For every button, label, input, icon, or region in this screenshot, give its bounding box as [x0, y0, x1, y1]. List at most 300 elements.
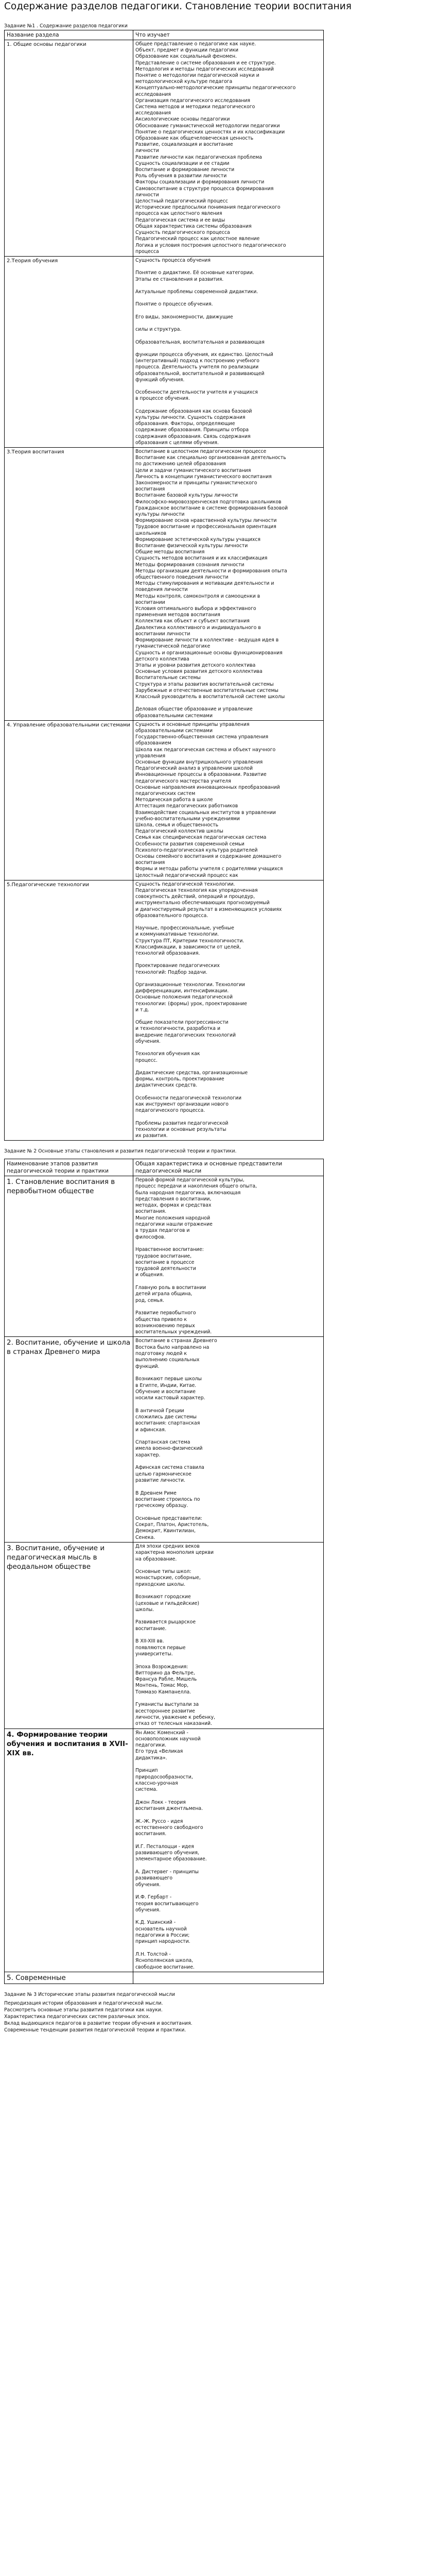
section-name: 5.Педагогические технологии	[5, 880, 133, 1140]
content-line: Технология обучения как	[135, 1051, 200, 1057]
content-line: личности	[135, 192, 159, 198]
content-line: Проектирование педагогических	[135, 963, 220, 969]
content-line: образовательного процесса.	[135, 912, 208, 919]
content-line: развивающего	[135, 1875, 173, 1882]
content-line: Воспитание базовой культуры личности	[135, 493, 238, 499]
task-3-line: Современные тенденции развития педагогической теории и практики.	[4, 2027, 186, 2033]
content-line: обучения.	[135, 1038, 161, 1044]
content-line: естественного свободного	[135, 1824, 203, 1831]
content-line: В XII-XIII вв.	[135, 1638, 164, 1645]
content-line: педагогического процесса.	[135, 1108, 205, 1114]
content-line: процесс.	[135, 1057, 158, 1063]
content-line: Востока было направлено на	[135, 1344, 210, 1350]
content-line: Особенности деятельности учителя и учащихся	[135, 389, 258, 396]
section-content	[133, 1176, 324, 1337]
content-line: Общая характеристика системы образования	[135, 223, 252, 229]
content-line	[135, 1613, 321, 1619]
content-line: Содержание образования как основа базовой	[135, 408, 252, 414]
content-line: Психолого-педагогическая культура родителей	[135, 847, 258, 853]
content-line: культуры личности	[135, 512, 185, 518]
content-line: Спартанская система	[135, 1439, 190, 1446]
content-line	[135, 1838, 321, 1844]
section-content	[133, 1728, 324, 1972]
content-line: воспитания.	[135, 1831, 167, 1837]
content-line: трудовой деятельности	[135, 1266, 196, 1272]
content-line: Образование как общечеловеческая ценность	[135, 135, 254, 142]
section-content	[133, 40, 324, 257]
content-line: инструментально обеспечивающих прогнозируемый	[135, 900, 270, 906]
content-line: процесса	[135, 248, 159, 255]
content-line: появляются первые	[135, 1645, 186, 1651]
content-line: Общие показатели прогрессивности	[135, 1020, 229, 1026]
content-line	[135, 1013, 321, 1020]
content-line: Взаимодействие социальных институтов в управлении	[135, 809, 276, 816]
section-content	[133, 1542, 324, 1728]
content-line: Сущность и основные принципы управления	[135, 721, 250, 727]
content-line: Основные функции внутришкольного управления	[135, 759, 263, 765]
content-line: Педагогический процесс как целостное явление	[135, 236, 260, 242]
content-line: Методы контроля, самоконтроля и самооценки в	[135, 593, 260, 599]
content-line: Нравственное воспитание:	[135, 1247, 204, 1253]
content-line: была народная педагогика, включающая	[135, 1190, 241, 1196]
content-line: и общения.	[135, 1272, 164, 1278]
content-line: воспитания джентльмена.	[135, 1806, 203, 1812]
content-line: Методология и методы педагогических исследований	[135, 66, 274, 72]
content-line: Витторино да Фельтре,	[135, 1670, 195, 1676]
content-line: внедрение педагогических технологий	[135, 1032, 236, 1038]
content-line: Методы формирования сознания личности	[135, 562, 245, 568]
content-line	[135, 333, 321, 339]
content-line: Многие положения народной	[135, 1215, 211, 1221]
content-line: Сущность методов воспитания и их классификация	[135, 555, 268, 562]
content-line: Этапы ее становления и развития.	[135, 276, 224, 282]
content-line: педагогики нашли отражение	[135, 1222, 213, 1228]
content-line: развивающего обучения,	[135, 1850, 199, 1856]
content-line: К.Д. Ушинский -	[135, 1920, 176, 1926]
content-line: В античной Греции	[135, 1408, 184, 1414]
table-header-row	[5, 1159, 324, 1176]
content-line	[135, 1563, 321, 1569]
content-line: функции процесса обучения, их единство. Целостный	[135, 351, 273, 358]
task-2-heading: Задание № 2 Основные этапы становления и развития педагогической теории и практики.	[4, 1148, 237, 1154]
content-line: Методическая работа в школе	[135, 797, 213, 803]
content-line: Гуманисты выступали за	[135, 1702, 199, 1708]
content-line: воспитания	[135, 486, 165, 493]
content-line: Закономерности и принципы гуманистического	[135, 480, 257, 486]
content-line: по достижению целей образования	[135, 461, 226, 467]
content-line: Его виды, закономерности, движущие	[135, 314, 233, 320]
content-line: культуры личности. Сущность содержания	[135, 414, 246, 420]
content-line: функций.	[135, 1363, 160, 1369]
content-line: Особенности развития современной семьи	[135, 841, 245, 847]
table-row	[5, 880, 324, 1140]
content-line: характер.	[135, 1452, 161, 1458]
content-line: Государственно-общественная система управления	[135, 734, 269, 740]
table-row	[5, 256, 324, 447]
content-line: Логика и условия построения целостного педагогического	[135, 242, 286, 248]
content-line: Классный руководитель в воспитательной системе школы	[135, 693, 285, 700]
content-line: Формирование эстетической культуры учащихся	[135, 536, 260, 543]
content-line	[135, 320, 321, 327]
section-name: 2.Теория обучения	[5, 256, 133, 447]
content-line: Ж.-Ж. Руссо - идея	[135, 1818, 183, 1824]
content-line: образовательными системами	[135, 713, 213, 719]
content-line: Роль обучения в развитии личности	[135, 173, 227, 179]
table-row	[5, 1728, 324, 1972]
content-line: как инструмент организации нового	[135, 1101, 229, 1107]
content-line	[135, 700, 321, 706]
content-line: Сенека.	[135, 1534, 155, 1540]
content-line: Проблемы развития педагогической	[135, 1120, 229, 1126]
content-line: Формирование личности в коллективе - ведущая идея в	[135, 637, 279, 643]
content-line: Диалектика коллективного и индивидуального в	[135, 624, 261, 631]
content-line: силы и структура.	[135, 327, 182, 333]
content-line	[135, 919, 321, 925]
table-row	[5, 1337, 324, 1543]
content-line: Исторические предпосылки понимания педагогического	[135, 205, 281, 211]
content-line	[135, 295, 321, 301]
content-line: дифференциации, интенсификации.	[135, 988, 229, 994]
content-line: воспитание.	[135, 1625, 167, 1632]
content-line: и диагностируемый результат в изменяющихся условиях	[135, 906, 282, 912]
content-line: применения методов воспитания	[135, 612, 220, 618]
content-line: технологий: Подбор задачи.	[135, 969, 207, 975]
content-line: воспитании личности	[135, 631, 190, 637]
content-line: возникновению первых	[135, 1323, 195, 1329]
content-line: Джон Локк - теория	[135, 1799, 186, 1805]
content-line: сложились две системы	[135, 1414, 197, 1420]
content-line	[135, 1888, 321, 1894]
content-line	[135, 1913, 321, 1920]
content-line: носили кастовый характер.	[135, 1395, 205, 1401]
content-line: Воспитание и формирование личности	[135, 167, 235, 173]
content-line: Концептуально-методологические принципы педагогического	[135, 85, 296, 91]
content-line: Цели и задачи гуманистического воспитания	[135, 467, 251, 473]
content-line: воспитания.	[135, 1209, 167, 1215]
content-line: Организационные технологии. Технологии	[135, 982, 245, 988]
content-line	[135, 1812, 321, 1818]
content-line: поведения личности	[135, 587, 188, 593]
content-line: Обоснование гуманистической методологии педагогики	[135, 123, 280, 129]
content-line	[135, 283, 321, 289]
header-content: Что изучает	[133, 30, 324, 40]
task-3-line: Вклад выдающихся педагогов в развитие теории обучения и воспитания.	[4, 2021, 193, 2026]
content-line: воспитание в процессе	[135, 1259, 195, 1265]
content-line: целью гармоническое	[135, 1471, 191, 1477]
content-line: Л.Н. Толстой -	[135, 1951, 171, 1957]
content-line: Аксиологические основы педагогики	[135, 116, 230, 123]
content-line: Классификации, в зависимости от целей,	[135, 944, 241, 950]
content-line: подготовку людей к	[135, 1351, 187, 1357]
content-line: процесс передачи и накопления общего опыта,	[135, 1183, 257, 1190]
content-line: Афинская система ставила	[135, 1465, 204, 1471]
content-line	[135, 1064, 321, 1070]
content-line: содержание образования. Принципы отбора	[135, 427, 249, 433]
table-header-row	[5, 30, 324, 40]
content-line: Основные положения педагогической	[135, 994, 233, 1001]
content-line: Педагогический анализ в управлении школой	[135, 766, 253, 772]
content-line: И.Г. Песталоцци - идея	[135, 1843, 194, 1850]
content-line: выполнению социальных	[135, 1357, 200, 1363]
content-line: воспитания	[135, 860, 165, 866]
content-line: и т.д.	[135, 1007, 149, 1013]
content-line: Коллектив как объект и субъект воспитания	[135, 618, 250, 624]
content-line: философов.	[135, 1234, 166, 1240]
content-line: А. Дистервег - принципы	[135, 1869, 199, 1875]
content-line: и коммуникативные технологии.	[135, 931, 219, 938]
content-line: природосообразности,	[135, 1774, 193, 1780]
content-line: свободное воспитание.	[135, 1964, 195, 1970]
table-row	[5, 448, 324, 721]
content-line: Этапы и уровни развития детского коллектива	[135, 662, 256, 668]
content-line: принцип народности.	[135, 1939, 190, 1945]
sections-table	[4, 30, 324, 1141]
content-line: Для эпохи средних веков	[135, 1543, 200, 1549]
section-content	[133, 1337, 324, 1543]
content-line: трудовое воспитание,	[135, 1253, 192, 1259]
content-line: школы.	[135, 1606, 154, 1613]
content-line: университеты.	[135, 1651, 173, 1657]
content-line: Принцип	[135, 1768, 158, 1774]
table-row	[5, 40, 324, 257]
content-line: технологий образования.	[135, 951, 200, 957]
content-line: Сущность и организационные основы функционирования	[135, 650, 283, 656]
content-line: В Древнем Риме	[135, 1490, 177, 1496]
content-line: педагогических систем	[135, 790, 196, 796]
content-line: Философско-мировоззренческая подготовка школьников	[135, 499, 282, 505]
content-line: характерна монополия церкви	[135, 1550, 214, 1556]
content-line: Научные, профессиональные, учебные	[135, 925, 234, 931]
content-line: воспитании	[135, 599, 165, 605]
content-line: Возникают первые школы	[135, 1376, 202, 1382]
content-line: образованием	[135, 740, 171, 747]
content-line: содержания образования. Связь содержания	[135, 433, 251, 439]
content-line: детей играла община,	[135, 1291, 193, 1297]
content-line: исследования	[135, 110, 171, 116]
content-line	[135, 346, 321, 352]
content-line	[135, 1279, 321, 1285]
history-table	[4, 1159, 324, 1984]
content-line: Сущность процесса обучения	[135, 257, 211, 263]
content-line: Формирование основ нравственной культуры личности	[135, 518, 277, 524]
section-name: 2. Воспитание, обучение и школа в странах Древнего мира	[5, 1337, 133, 1543]
content-line: греческому образцу.	[135, 1503, 188, 1509]
content-line: Зарубежные и отечественные воспитательные системы	[135, 687, 278, 693]
content-line: педагогики.	[135, 1742, 167, 1749]
content-line: Главную роль в воспитании	[135, 1285, 206, 1291]
content-line	[135, 1863, 321, 1869]
content-line: образовательной, воспитательной и развивающей	[135, 370, 265, 377]
content-line: Система методов и методики педагогического	[135, 104, 255, 110]
content-line: Дидактические средства, организационные	[135, 1070, 248, 1076]
content-line: Педагогический коллектив школы	[135, 828, 223, 835]
content-line: основоположник научной	[135, 1736, 201, 1742]
content-line	[135, 1114, 321, 1120]
content-line	[135, 1484, 321, 1490]
content-line	[135, 1401, 321, 1408]
content-line: Развитие, социализация и воспитание	[135, 142, 233, 148]
content-line: их развития.	[135, 1132, 168, 1139]
content-line: детского коллектива	[135, 656, 189, 662]
content-line: и афинская.	[135, 1427, 166, 1433]
page-title: Содержание разделов педагогики. Становление теории воспитания	[4, 1, 352, 12]
content-line: формы, контроль, проектирование	[135, 1076, 224, 1082]
content-line: Демокрит, Квинтилиан,	[135, 1528, 196, 1534]
section-content	[133, 880, 324, 1140]
section-content	[133, 256, 324, 447]
content-line	[135, 1945, 321, 1952]
section-name: 4. Формирование теории обучения и воспитания в XVII-XIX вв.	[5, 1728, 133, 1972]
content-line: Объект, предмет и функции педагогики	[135, 47, 239, 54]
section-name: 4. Управление образовательными системами	[5, 720, 133, 880]
content-line: Понятие о дидактике. Её основные категории.	[135, 270, 254, 276]
content-line	[135, 1761, 321, 1768]
content-line: Основные условия развития детского коллектива	[135, 669, 263, 675]
task-3-line: Рассмотреть основные этапы развития педагогики как науки.	[4, 2007, 163, 2013]
content-line: Развитие первобытного	[135, 1310, 196, 1316]
section-content	[133, 448, 324, 721]
content-line: (цеховые и гильдейские)	[135, 1600, 200, 1606]
content-line: элементарное образование.	[135, 1856, 207, 1862]
content-line: Деловая обществе образование и управление	[135, 706, 253, 713]
task-3-line: Характеристика педагогических систем различных эпох.	[4, 2014, 150, 2020]
content-line: общества привело к	[135, 1316, 187, 1323]
content-line: методологической культуре педагога	[135, 79, 233, 85]
content-line: (интегративный) подход к построению учебного	[135, 358, 259, 364]
content-line: приходские школы.	[135, 1581, 186, 1587]
content-line: технологии: (формы) урок, проектирование	[135, 1001, 247, 1007]
content-line: в трудах педагогов и	[135, 1228, 190, 1234]
content-line	[135, 1433, 321, 1439]
content-line: Воспитание в странах Древнего	[135, 1338, 217, 1344]
content-line: в процессе обучения.	[135, 396, 190, 402]
content-line: Первой формой педагогической культуры,	[135, 1177, 245, 1183]
section-name: 3.Теория воспитания	[5, 448, 133, 721]
header-characteristic: Общая характеристика и основные представители педагогической мысли	[133, 1159, 324, 1176]
content-line: гуманистической педагогике	[135, 643, 211, 650]
content-line: Понятие о методологии педагогической науки и	[135, 73, 259, 79]
content-line	[135, 383, 321, 389]
content-line: обучения.	[135, 1882, 161, 1888]
content-line: личности	[135, 148, 159, 154]
content-line: всестороннее развитие	[135, 1708, 195, 1714]
header-stage: Наименование этапов развития педагогической теории и практики	[5, 1159, 133, 1176]
content-line: И.Ф. Гербарт -	[135, 1894, 172, 1901]
section-name: 5. Современные	[5, 1972, 133, 1984]
content-line: Воспитание физической культуры личности	[135, 543, 248, 549]
content-line: школьников	[135, 530, 167, 536]
content-line: в Египте, Индии, Китае.	[135, 1382, 197, 1388]
content-line: педагогического мастерства учителя	[135, 778, 231, 784]
section-content	[133, 1972, 324, 1984]
content-line: Факторы социализации и формирования личности	[135, 179, 265, 185]
content-line: Основные направления инновационных преобразований	[135, 784, 280, 790]
content-line: классно-урочная	[135, 1780, 178, 1786]
content-line: Ян Амос Коменский -	[135, 1730, 188, 1736]
content-line: педагогики в России;	[135, 1933, 190, 1939]
content-line: Структура и этапы развития воспитательной системы	[135, 681, 274, 687]
content-line: Яснополянская школа,	[135, 1958, 194, 1964]
content-line	[135, 976, 321, 982]
content-line: технологии и основные результаты	[135, 1126, 226, 1132]
section-name: 1. Общие основы педагогики	[5, 40, 133, 257]
content-line: дидактических средств.	[135, 1082, 198, 1089]
content-line: Общие методы воспитания	[135, 549, 205, 555]
content-line	[135, 1588, 321, 1594]
content-line: Школа как педагогическая система и объект научного	[135, 747, 276, 753]
content-line: личности, уважение к ребенку,	[135, 1714, 216, 1720]
content-line: Сократ, Платон, Аристотель,	[135, 1522, 209, 1528]
content-line: Томмазо Кампанелла.	[135, 1689, 191, 1695]
content-line: Основы семейного воспитания и содержание домашнего	[135, 854, 282, 859]
content-line: образования. Факторы, определяющие	[135, 421, 235, 427]
content-line: Методы стимулирования и мотивации деятельности и	[135, 581, 274, 587]
content-line: Самовоспитание в структуре процесса формирования	[135, 185, 274, 192]
content-line: Структура ПТ, Критерии технологичности.	[135, 938, 245, 944]
content-line	[135, 1370, 321, 1376]
content-line: Трудовое воспитание и профессиональная ориентация	[135, 524, 276, 530]
content-line: основатель научной	[135, 1926, 187, 1932]
content-line: Обучение и воспитание	[135, 1388, 196, 1395]
content-line	[135, 1696, 321, 1702]
content-line: Целостный педагогический процесс как	[135, 872, 238, 878]
content-line: Развитие личности как педагогическая проблема	[135, 154, 262, 160]
content-line	[135, 1657, 321, 1664]
content-line: Развивается рыцарское	[135, 1619, 196, 1625]
content-line: Эпоха Возрождения:	[135, 1664, 188, 1670]
content-line	[135, 1304, 321, 1310]
content-line: Представление о системе образования и ее структуре.	[135, 60, 276, 66]
table-row	[5, 1972, 324, 1984]
content-line	[135, 1089, 321, 1095]
content-line: на образование.	[135, 1556, 177, 1562]
content-line	[135, 1509, 321, 1515]
content-line: Образование как социальный феномен.	[135, 54, 237, 60]
content-line: Основные типы школ:	[135, 1569, 191, 1575]
content-line: Воспитательные системы	[135, 675, 201, 681]
content-line: управления	[135, 753, 166, 759]
content-line	[135, 1045, 321, 1051]
content-line: Целостный педагогический процесс	[135, 198, 228, 205]
content-line: Воспитание в целостном педагогическом процессе	[135, 449, 267, 454]
content-line: образовательными системами	[135, 727, 213, 734]
content-line: Франсуа Рабле, Мишель	[135, 1676, 197, 1683]
content-line: Семья как специфическая педагогическая система	[135, 835, 267, 841]
content-line: Монтень, Томас Мор,	[135, 1683, 189, 1689]
content-line: представления о воспитании,	[135, 1196, 212, 1202]
content-line: исследования	[135, 91, 171, 97]
content-line: Сущность педагогической технологии.	[135, 881, 235, 887]
content-line	[135, 1632, 321, 1638]
content-line: Воспитание как специально организованная деятельность	[135, 455, 286, 461]
table-row	[5, 720, 324, 880]
content-line: система.	[135, 1787, 158, 1793]
task-3-body	[4, 2000, 431, 2033]
content-line: Понятие о процессе обучения.	[135, 301, 213, 308]
content-line	[135, 1973, 321, 1979]
content-line: дидактика».	[135, 1755, 167, 1761]
table-row	[5, 1176, 324, 1337]
content-line: Общее представление о педагогике как науке.	[135, 41, 256, 47]
content-line: Педагогическая технология как упорядоченная	[135, 888, 258, 894]
content-line: воспитания: спартанская	[135, 1420, 200, 1427]
content-line: имела военно-физический	[135, 1446, 203, 1452]
content-line: Особенности педагогической технологии	[135, 1095, 241, 1101]
content-line: Условия оптимального выбора и эффективного	[135, 606, 256, 612]
content-line: род, семья.	[135, 1297, 164, 1303]
content-line: образования с целями обучения.	[135, 439, 219, 446]
content-line	[135, 264, 321, 270]
